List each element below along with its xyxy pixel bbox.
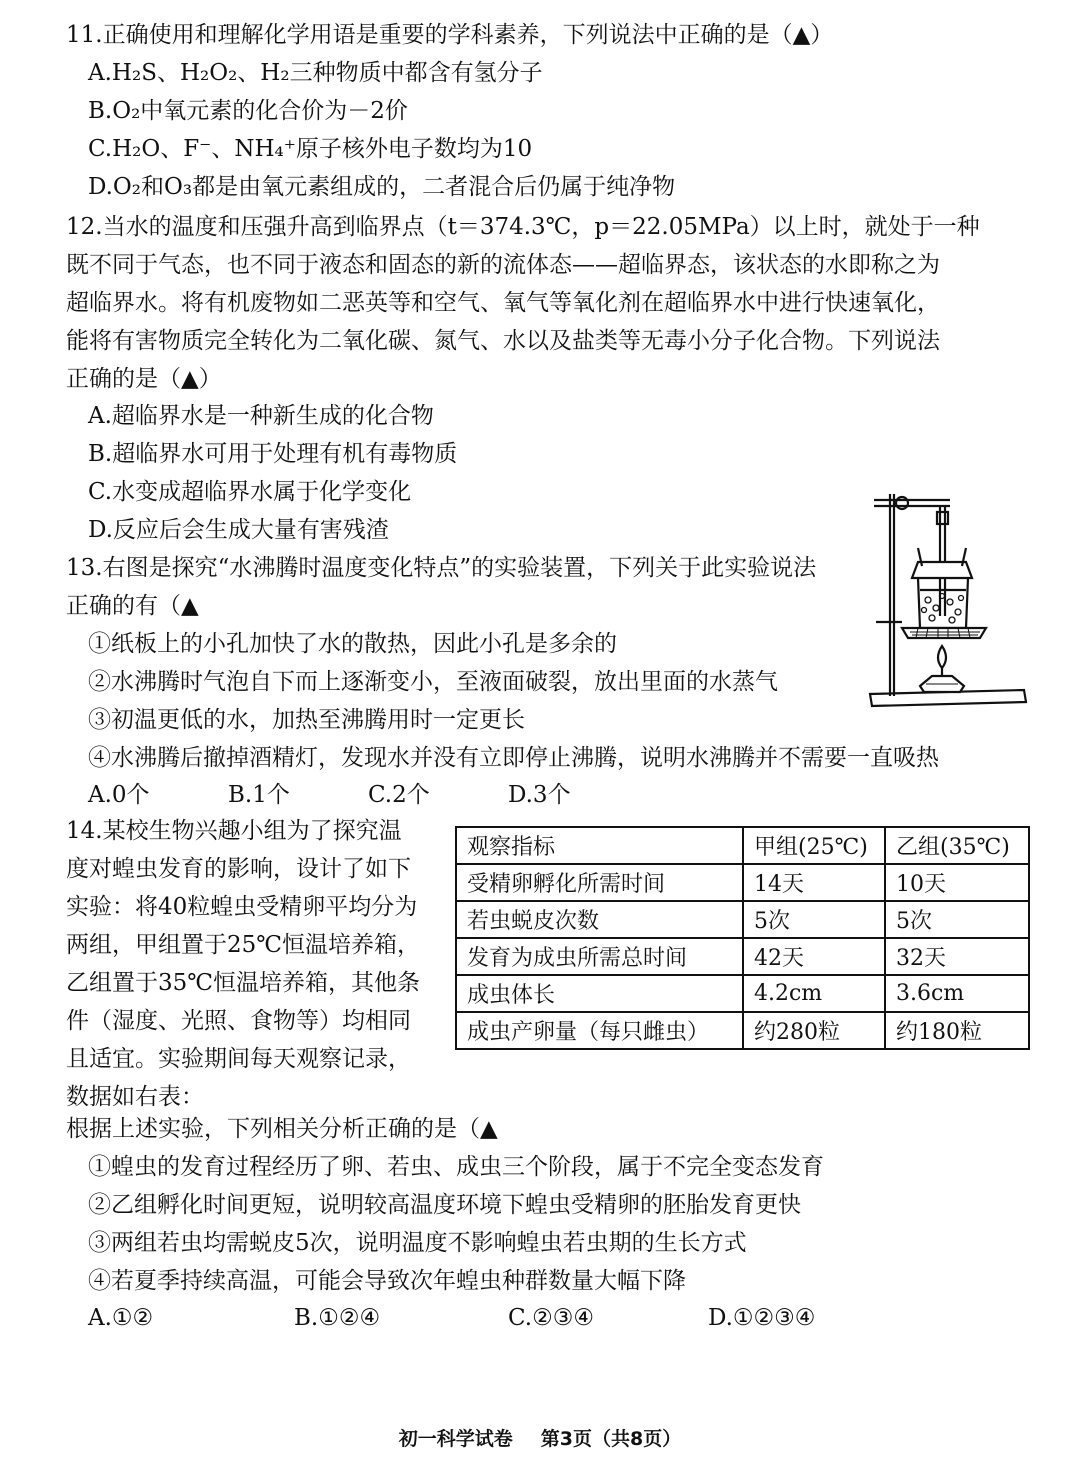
- q14-choice-d: D.①②③④: [708, 1305, 816, 1331]
- q14-line-4: 两组，甲组置于25℃恒温培养箱，: [66, 932, 420, 958]
- q13-statement-4: ④水沸腾后撤掉酒精灯，发现水并没有立即停止沸腾，说明水沸腾并不需要一直吸热: [88, 745, 939, 771]
- table-cell: 发育为成虫所需总时间: [456, 938, 743, 975]
- q14-choice-a: A.①②: [88, 1305, 154, 1331]
- q14-choices: [88, 1303, 815, 1333]
- table-cell: 约180粒: [885, 1012, 1029, 1049]
- q14-statement-2: ②乙组孵化时间更短，说明较高温度环境下蝗虫受精卵的胚胎发育更快: [88, 1192, 801, 1218]
- table-header-cell: 乙组(35℃): [885, 827, 1029, 864]
- q13-choices: [88, 780, 571, 810]
- table-cell: 32天: [885, 938, 1029, 975]
- q13-choice-a: A.0个: [88, 782, 150, 808]
- q14-line-5: 乙组置于35℃恒温培养箱，其他条: [66, 970, 420, 996]
- q11-option-b: B.O₂中氧元素的化合价为－2价: [88, 98, 408, 124]
- q11-option-c: C.H₂O、F⁻、NH₄⁺原子核外电子数均为10: [88, 136, 533, 162]
- q14-line-8: 数据如右表：: [66, 1084, 204, 1110]
- q14-line-3: 实验：将40粒蝗虫受精卵平均分为: [66, 894, 418, 920]
- table-row: [456, 864, 1029, 901]
- q13-line-2: 正确的有（▲: [66, 593, 199, 619]
- table-cell: 42天: [743, 938, 885, 975]
- q14-statement-3: ③两组若虫均需蜕皮5次，说明温度不影响蝗虫若虫期的生长方式: [88, 1230, 747, 1256]
- q11-option-a: A.H₂S、H₂O₂、H₂三种物质中都含有氢分子: [88, 60, 543, 86]
- q13-choice-c: C.2个: [368, 782, 430, 808]
- table-cell: 成虫体长: [456, 975, 743, 1012]
- table-cell: 约280粒: [743, 1012, 885, 1049]
- boiling-water-apparatus-figure: [862, 486, 1032, 718]
- q12-option-b: B.超临界水可用于处理有机有毒物质: [88, 441, 458, 467]
- q14-line-2: 度对蝗虫发育的影响，设计了如下: [66, 856, 411, 882]
- q12-option-c: C.水变成超临界水属于化学变化: [88, 479, 412, 505]
- q14-statement-4: ④若夏季持续高温，可能会导致次年蝗虫种群数量大幅下降: [88, 1268, 686, 1294]
- table-row: [456, 1012, 1029, 1049]
- q11-stem: 11.正确使用和理解化学用语是重要的学科素养，下列说法中正确的是（▲）: [66, 22, 834, 48]
- table-row: [456, 938, 1029, 975]
- table-cell: 3.6cm: [885, 975, 1029, 1012]
- table-cell: 受精卵孵化所需时间: [456, 864, 743, 901]
- table-row: [456, 975, 1029, 1012]
- q13-statement-3: ③初温更低的水，加热至沸腾用时一定更长: [88, 707, 525, 733]
- q14-line-1: 14.某校生物兴趣小组为了探究温: [66, 818, 402, 844]
- table-cell: 10天: [885, 864, 1029, 901]
- q14-line-6: 件（湿度、光照、食物等）均相同: [66, 1008, 411, 1034]
- q13-choice-b: B.1个: [228, 782, 290, 808]
- table-header-cell: 观察指标: [456, 827, 743, 864]
- table-row: [456, 901, 1029, 938]
- q12-line-5: 正确的是（▲）: [66, 366, 222, 392]
- table-cell: 5次: [743, 901, 885, 938]
- q14-line-7: 且适宜。实验期间每天观察记录，: [66, 1046, 411, 1072]
- table-header-row: [456, 827, 1029, 864]
- q14-statement-1: ①蝗虫的发育过程经历了卵、若虫、成虫三个阶段，属于不完全变态发育: [88, 1154, 824, 1180]
- table-cell: 若虫蜕皮次数: [456, 901, 743, 938]
- page-footer: [0, 1424, 1080, 1451]
- q14-prompt: 根据上述实验，下列相关分析正确的是（▲: [66, 1116, 498, 1142]
- q12-option-d: D.反应后会生成大量有害残渣: [88, 517, 389, 543]
- table-cell: 成虫产卵量（每只雌虫）: [456, 1012, 743, 1049]
- q12-option-a: A.超临界水是一种新生成的化合物: [88, 403, 434, 429]
- q13-choice-d: D.3个: [508, 782, 571, 808]
- observation-table: [455, 826, 1030, 1050]
- q12-line-3: 超临界水。将有机废物如二恶英等和空气、氧气等氧化剂在超临界水中进行快速氧化，: [66, 290, 940, 316]
- table-cell: 4.2cm: [743, 975, 885, 1012]
- footer-page-number: 第3页（共8页）: [540, 1428, 682, 1450]
- q13-statement-1: ①纸板上的小孔加快了水的散热，因此小孔是多余的: [88, 631, 617, 657]
- q12-line-2: 既不同于气态，也不同于液态和固态的新的流体态——超临界态，该状态的水即称之为: [66, 252, 940, 278]
- table-cell: 5次: [885, 901, 1029, 938]
- q12-line-1: 12.当水的温度和压强升高到临界点（t＝374.3℃，p＝22.05MPa）以上时，就处于一种: [66, 214, 980, 240]
- q11-option-d: D.O₂和O₃都是由氧元素组成的，二者混合后仍属于纯净物: [88, 174, 676, 200]
- q14-choice-b: B.①②④: [294, 1305, 381, 1331]
- table-cell: 14天: [743, 864, 885, 901]
- table-header-cell: 甲组(25℃): [743, 827, 885, 864]
- q14-choice-c: C.②③④: [508, 1305, 594, 1331]
- q12-line-4: 能将有害物质完全转化为二氧化碳、氮气、水以及盐类等无毒小分子化合物。下列说法: [66, 328, 940, 354]
- footer-subject: 初一科学试卷: [398, 1428, 513, 1450]
- q13-line-1: 13.右图是探究“水沸腾时温度变化特点”的实验装置，下列关于此实验说法: [66, 555, 817, 581]
- q13-statement-2: ②水沸腾时气泡自下而上逐渐变小，至液面破裂，放出里面的水蒸气: [88, 669, 778, 695]
